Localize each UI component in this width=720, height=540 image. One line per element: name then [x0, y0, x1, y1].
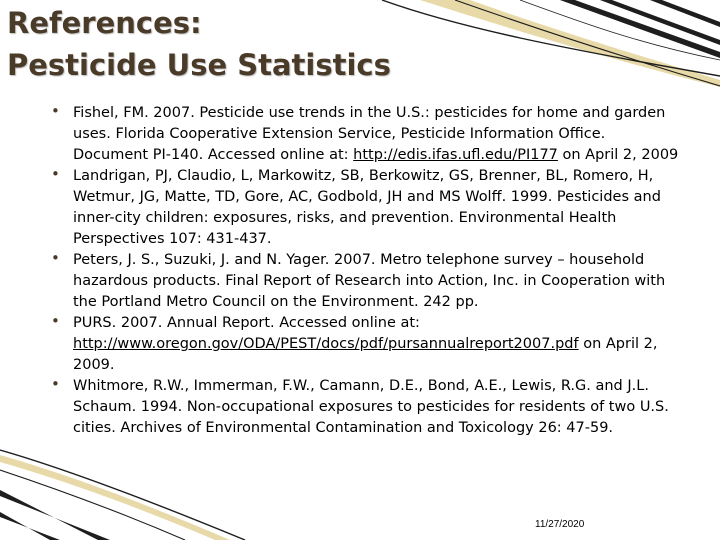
top-swoosh-band — [420, 0, 720, 87]
reference-item-peters — [73, 250, 683, 313]
top-right-swoosh — [382, 0, 720, 87]
reference-item-purs — [73, 313, 683, 376]
bottom-swoosh-band — [0, 455, 230, 540]
reference-list — [73, 103, 683, 439]
reference-item-landrigan — [73, 166, 683, 250]
reference-text: Fishel, FM. 2007. Pesticide use trends in the U.S.: pesticides for home and garden uses. Florida Cooperative Extension Service, Pesticide Information Office. Document PI-140. Accessed online at: — [73, 105, 666, 163]
title-line-2: Pesticide Use Statistics — [7, 48, 391, 82]
top-swoosh-stripe-3 — [650, 0, 720, 27]
slide-date: 11/27/2020 — [535, 519, 585, 530]
reference-link-edis[interactable]: http://edis.ifas.ufl.edu/PI177 — [353, 147, 558, 163]
bottom-swoosh-stripe-1 — [0, 490, 110, 540]
reference-text: on April 2, 2009. — [73, 336, 658, 373]
reference-link-oregon[interactable]: http://www.oregon.gov/ODA/PEST/docs/pdf/pursannualreport2007.pdf — [73, 336, 579, 352]
bottom-left-swoosh — [0, 450, 245, 540]
reference-item-fishel — [73, 103, 683, 166]
reference-text: Whitmore, R.W., Immerman, F.W., Camann, D.E., Bond, A.E., Lewis, R.G. and J.L. Schaum. 1994. Non-occupational exposures to pesticides for residents of two U.S. cities. Archives of Environmental Contamination and Toxicology 26: 47-59. — [73, 378, 669, 436]
reference-text: PURS. 2007. Annual Report. Accessed online at: — [73, 315, 420, 331]
title-line-1: References: — [7, 6, 202, 40]
reference-text: on April 2, 2009 — [557, 147, 679, 163]
bottom-swoosh-line-1 — [0, 450, 245, 540]
reference-text: Landrigan, PJ, Claudio, L, Markowitz, SB, Berkowitz, GS, Brenner, BL, Romero, H, Wetmur, JG, Matte, TD, Gore, AC, Godbold, JH and MS Wolff. 1999. Pesticides and inner-city children: exposures, risks, and prevention. Environmental Health Perspectives 107: 431-437. — [73, 168, 661, 247]
top-swoosh-stripe-2 — [600, 0, 720, 45]
reference-text: Peters, J. S., Suzuki, J. and N. Yager. 2007. Metro telephone survey – household hazardous products. Final Report of Research into Action, Inc. in Cooperation with the Portland Metro Council on the Environment. 242 pp. — [73, 252, 666, 310]
reference-item-whitmore — [73, 376, 683, 439]
slide-title — [7, 2, 391, 86]
